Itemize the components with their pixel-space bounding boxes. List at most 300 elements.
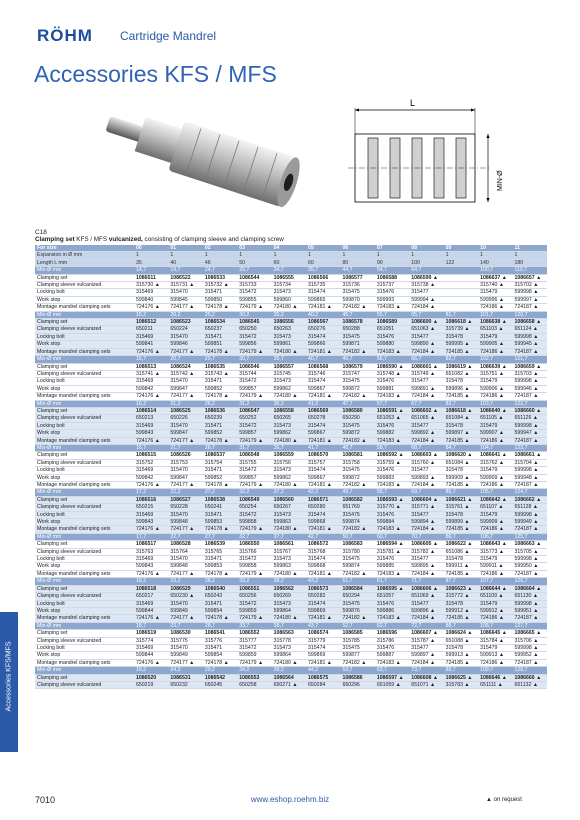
table-cell: 46,7 <box>340 356 374 363</box>
table-cell: 1086618 ▲ <box>444 407 478 414</box>
table-cell: 599911 ▲ <box>478 563 512 570</box>
table-cell: 09 <box>444 245 478 252</box>
table-cell: 724182 ▲ <box>340 348 374 355</box>
table-cell: 315735 <box>306 282 340 289</box>
table-cell: 315471 <box>203 644 237 651</box>
clamping-sleeve-row <box>35 637 547 644</box>
table-cell: 315473 <box>272 467 306 474</box>
table-cell: 599874 <box>340 519 374 526</box>
row-label: Clamping set <box>35 674 134 681</box>
min-diameter-row <box>35 622 547 629</box>
clamping-sleeve-row <box>35 681 547 688</box>
table-cell: 1086571 <box>306 496 340 503</box>
table-cell: 724180 ▲ <box>272 659 306 666</box>
table-cell: 724185 ▲ <box>444 615 478 622</box>
table-cell: 1086527 <box>168 496 202 503</box>
section-code: C18 <box>35 229 47 236</box>
table-cell: 315469 <box>134 422 168 429</box>
table-cell: 1086588 <box>375 274 409 281</box>
table-cell: 315477 <box>409 289 443 296</box>
montage-mandrel-row <box>35 570 547 577</box>
table-cell: 599998 ▲ <box>512 467 547 474</box>
row-label: Expansion in Ø mm <box>35 252 134 259</box>
row-label: Work stop <box>35 385 134 392</box>
table-cell: 599909 ▲ <box>444 474 478 481</box>
table-cell: 37,7 <box>272 533 306 540</box>
table-cell: 315781 ▲ <box>375 548 409 555</box>
row-label: Min-Ø mm <box>35 578 134 585</box>
table-cell: 315478 <box>444 422 478 429</box>
table-cell: 724177 ▲ <box>168 304 202 311</box>
table-cell: 33,2 <box>237 578 271 585</box>
row-label: Montage mandrel clamping sets <box>35 482 134 489</box>
table-cell: 1086574 <box>306 630 340 637</box>
locking-bolt-row <box>35 289 547 296</box>
table-cell: 1086525 <box>168 407 202 414</box>
table-cell: 40,7 <box>306 356 340 363</box>
table-cell: 650271 ▲ <box>272 681 306 688</box>
table-cell: 1086514 <box>134 407 168 414</box>
table-cell: 650230 ▲ <box>168 593 202 600</box>
table-cell: 1086646 ▲ <box>478 674 512 681</box>
table-cell: 650232 <box>168 681 202 688</box>
table-cell: 65,7 <box>409 311 443 318</box>
table-cell: 48,7 <box>340 444 374 451</box>
table-cell: 651126 ▲ <box>512 415 547 422</box>
table-cell: 651084 ▲ <box>444 415 478 422</box>
row-label: Locking bolt <box>35 333 134 340</box>
table-cell: 599880 <box>375 341 409 348</box>
table-cell: 1086586 <box>340 674 374 681</box>
table-cell: 66,7 <box>409 356 443 363</box>
table-cell: 126,7 <box>512 578 547 585</box>
table-cell: 1086596 <box>375 630 409 637</box>
table-cell: 599863 <box>272 563 306 570</box>
table-cell: 724185 ▲ <box>444 570 478 577</box>
table-cell: 1 <box>272 252 306 259</box>
row-label: Work stop <box>35 607 134 614</box>
table-cell: 599899 ▲ <box>444 519 478 526</box>
clamping-set-row <box>35 363 547 370</box>
table-cell: 724186 ▲ <box>478 526 512 533</box>
table-cell: 724184 ▲ <box>409 482 443 489</box>
table-cell: 315472 <box>237 289 271 296</box>
clamping-sleeve-row <box>35 415 547 422</box>
table-cell: 1086589 <box>375 319 409 326</box>
row-label: Min-Ø mm <box>35 622 134 629</box>
table-cell: 315472 <box>237 378 271 385</box>
row-label: Montage mandrel clamping sets <box>35 437 134 444</box>
table-cell: 34,2 <box>237 667 271 674</box>
table-cell: 599896 ▲ <box>409 607 443 614</box>
table-cell: 315471 <box>203 333 237 340</box>
row-label: Clamping set <box>35 585 134 592</box>
sidebar-tab <box>0 612 18 752</box>
table-cell: 1086641 ▲ <box>478 452 512 459</box>
table-cell: 315475 <box>340 422 374 429</box>
work-stop-row <box>35 385 547 392</box>
table-cell: 315746 <box>306 370 340 377</box>
shop-link[interactable]: www.eshop.roehm.biz <box>250 795 330 804</box>
table-cell: 18,2 <box>134 578 168 585</box>
table-cell: 315476 <box>375 289 409 296</box>
table-cell: 724180 ▲ <box>272 393 306 400</box>
table-cell: 724184 ▲ <box>409 570 443 577</box>
table-cell: 651069 ▲ <box>409 593 443 600</box>
montage-mandrel-row <box>35 348 547 355</box>
table-cell <box>444 289 478 296</box>
row-label: Min-Ø mm <box>35 356 134 363</box>
table-cell: 724181 ▲ <box>306 570 340 577</box>
montage-mandrel-row <box>35 304 547 311</box>
table-cell: 599897 ▲ <box>444 430 478 437</box>
table-cell: 599998 ▲ <box>512 422 547 429</box>
table-cell: 26,2 <box>203 400 237 407</box>
table-cell: 315787 ▲ <box>409 637 443 644</box>
table-cell: 315747 <box>340 370 374 377</box>
table-cell: 315778 <box>272 637 306 644</box>
table-cell: 1 <box>444 252 478 259</box>
table-cell: 724180 ▲ <box>272 348 306 355</box>
table-cell: 599868 <box>306 519 340 526</box>
table-cell: 599913 ▲ <box>444 652 478 659</box>
table-cell: 1086657 ▲ <box>512 274 547 281</box>
row-label: Locking bolt <box>35 511 134 518</box>
table-cell: 724181 ▲ <box>306 437 340 444</box>
table-cell: 28,7 <box>203 622 237 629</box>
table-cell: 1086591 ▲ <box>375 407 409 414</box>
table-cell: 70,7 <box>409 533 443 540</box>
table-cell: 1086595 ▲ <box>375 585 409 592</box>
table-cell: 724183 ▲ <box>375 615 409 622</box>
table-cell: 86,7 <box>444 533 478 540</box>
table-cell: 724179 ▲ <box>237 526 271 533</box>
table-cell: 599867 <box>306 474 340 481</box>
table-cell: 315766 <box>237 548 271 555</box>
clamping-sleeve-row <box>35 370 547 377</box>
table-cell: 315786 <box>375 637 409 644</box>
table-cell: 315479 <box>478 289 512 296</box>
table-cell: 650245 <box>203 681 237 688</box>
table-cell: 1086563 <box>272 630 306 637</box>
table-cell: 1086517 <box>134 541 168 548</box>
table-cell: 04 <box>272 245 306 252</box>
table-cell <box>444 304 478 311</box>
table-cell: 1 <box>340 252 374 259</box>
table-cell: 315775 <box>168 637 202 644</box>
table-cell: 724182 ▲ <box>340 437 374 444</box>
table-cell: 724176 ▲ <box>134 526 168 533</box>
table-cell: 651128 ▲ <box>512 504 547 511</box>
table-cell: 1086547 <box>237 407 271 414</box>
table-cell: 315476 <box>375 556 409 563</box>
table-cell: 69,7 <box>409 489 443 496</box>
table-cell: 315471 <box>203 600 237 607</box>
table-cell: 315476 <box>375 600 409 607</box>
table-cell: 315478 <box>444 600 478 607</box>
table-cell: 724184 ▲ <box>409 393 443 400</box>
table-cell: 599997 ▲ <box>512 296 547 303</box>
table-cell: 1086541 <box>203 630 237 637</box>
table-cell: 315477 <box>409 333 443 340</box>
table-cell: 100,7 <box>478 267 512 274</box>
table-cell: 315744 <box>237 370 271 377</box>
table-cell: 140 <box>478 259 512 266</box>
on-request-note: ▲ on request <box>486 797 522 803</box>
table-cell: 724183 ▲ <box>375 482 409 489</box>
table-cell: 599857 <box>237 430 271 437</box>
table-cell: 24,2 <box>168 667 202 674</box>
table-cell: 724181 ▲ <box>306 615 340 622</box>
montage-mandrel-row <box>35 526 547 533</box>
clamping-sleeve-row <box>35 593 547 600</box>
table-cell: 315731 ▲ <box>168 282 202 289</box>
table-cell: 599912 ▲ <box>444 607 478 614</box>
row-label: Locking bolt <box>35 422 134 429</box>
table-cell: 724184 ▲ <box>409 615 443 622</box>
table-cell: 599854 <box>203 652 237 659</box>
table-cell: 651086 ▲ <box>444 548 478 555</box>
table-cell: 315753 <box>168 459 202 466</box>
table-cell: 724182 ▲ <box>340 482 374 489</box>
table-cell: 315479 <box>478 333 512 340</box>
table-cell: 599843 <box>134 519 168 526</box>
table-cell: 599852 <box>203 430 237 437</box>
table-cell: 315757 <box>306 459 340 466</box>
table-cell: 724183 ▲ <box>375 393 409 400</box>
table-cell: 599998 ▲ <box>512 644 547 651</box>
table-cell: 599909 ▲ <box>478 519 512 526</box>
table-cell: 33,7 <box>237 622 271 629</box>
table-cell: 724178 ▲ <box>203 570 237 577</box>
table-cell: 315764 <box>168 548 202 555</box>
table-cell: 1086562 <box>272 585 306 592</box>
table-cell: 315470 <box>168 333 202 340</box>
table-cell: 599872 <box>340 385 374 392</box>
table-cell: 599845 <box>168 296 202 303</box>
table-cell: 1086662 ▲ <box>512 496 547 503</box>
table-cell: 57,7 <box>375 400 409 407</box>
table-cell: 1086513 <box>134 363 168 370</box>
table-cell: 315469 <box>134 511 168 518</box>
table-cell: 59,7 <box>375 489 409 496</box>
table-cell: 724183 ▲ <box>375 526 409 533</box>
row-label: Clamping sleeve vulcanized <box>35 548 134 555</box>
table-cell: 599947 ▲ <box>512 430 547 437</box>
table-cell: 724182 ▲ <box>340 615 374 622</box>
table-cell: 25,7 <box>203 356 237 363</box>
length-label: L <box>410 98 416 108</box>
table-cell: 00 <box>134 245 168 252</box>
table-cell: 1 <box>478 252 512 259</box>
table-cell: 1 <box>134 252 168 259</box>
table-cell: 599869 <box>306 652 340 659</box>
clamping-set-row <box>35 452 547 459</box>
clamping-set-row <box>35 496 547 503</box>
table-cell: 724187 ▲ <box>512 526 547 533</box>
table-cell: 1086624 ▲ <box>444 630 478 637</box>
table-cell: 1086660 ▲ <box>512 407 547 414</box>
table-cell: 724183 ▲ <box>375 304 409 311</box>
table-cell: 72,7 <box>409 622 443 629</box>
montage-mandrel-row <box>35 482 547 489</box>
table-cell: 62,7 <box>375 622 409 629</box>
locking-bolt-row <box>35 556 547 563</box>
table-cell: 1086569 <box>306 407 340 414</box>
table-cell: 315770 ▲ <box>375 504 409 511</box>
table-cell: 315470 <box>168 556 202 563</box>
table-cell: 17,2 <box>134 489 168 496</box>
table-cell: 1086658 ▲ <box>512 319 547 326</box>
table-cell: 1086622 ▲ <box>444 541 478 548</box>
table-cell: 599885 <box>375 563 409 570</box>
table-cell: 1086625 ▲ <box>444 674 478 681</box>
table-cell: 1086578 <box>340 319 374 326</box>
table-cell: 1086592 ▲ <box>375 452 409 459</box>
row-label: Work stop <box>35 474 134 481</box>
table-cell: 650215 <box>134 504 168 511</box>
table-cell: 1086560 <box>272 496 306 503</box>
table-cell: 724178 ▲ <box>203 615 237 622</box>
table-cell: 315754 <box>203 459 237 466</box>
table-cell: 315478 <box>444 556 478 563</box>
table-cell: 315473 <box>272 600 306 607</box>
row-label: Clamping sleeve vulcanized <box>35 326 134 333</box>
table-cell: 651769 <box>340 504 374 511</box>
table-cell: 724179 ▲ <box>237 348 271 355</box>
table-cell: 724180 ▲ <box>272 526 306 533</box>
table-cell: 180 <box>512 259 547 266</box>
table-cell: 1086515 <box>134 452 168 459</box>
table-cell: 724185 ▲ <box>444 348 478 355</box>
table-cell: 315469 <box>134 467 168 474</box>
table-cell: 599847 <box>168 474 202 481</box>
work-stop-row <box>35 519 547 526</box>
table-cell: 315479 <box>478 511 512 518</box>
table-cell: 650284 <box>306 681 340 688</box>
table-cell: 599895 ▲ <box>409 563 443 570</box>
work-stop-row <box>35 474 547 481</box>
table-cell: 724178 ▲ <box>203 482 237 489</box>
row-label: Clamping set <box>35 452 134 459</box>
table-cell: 35,7 <box>272 356 306 363</box>
table-cell: 650256 <box>237 593 271 600</box>
table-cell: 599950 ▲ <box>512 563 547 570</box>
table-cell: 315471 <box>203 556 237 563</box>
table-cell: 724179 ▲ <box>237 482 271 489</box>
table-cell: 724180 ▲ <box>272 615 306 622</box>
table-cell: 315736 <box>340 282 374 289</box>
row-label: Clamping set <box>35 630 134 637</box>
table-cell: 1086599 ▲ <box>409 274 443 281</box>
table-cell: 315475 <box>340 556 374 563</box>
table-cell: 724185 ▲ <box>444 437 478 444</box>
table-cell: 650263 <box>272 326 306 333</box>
table-cell: 650258 <box>237 681 271 688</box>
table-cell: 60 <box>272 259 306 266</box>
table-cell: 315479 <box>478 556 512 563</box>
table-cell: 1086519 <box>134 630 168 637</box>
table-cell: 599858 <box>237 519 271 526</box>
table-cell: 599856 <box>237 341 271 348</box>
table-cell: 599851 <box>203 341 237 348</box>
clamping-set-row <box>35 541 547 548</box>
table-cell: 315730 ▲ <box>134 282 168 289</box>
table-cell: 650250 <box>237 326 271 333</box>
table-cell: 1086572 <box>306 541 340 548</box>
table-cell: 724187 ▲ <box>512 659 547 666</box>
table-cell: 71,7 <box>409 578 443 585</box>
diameter-label: MIN-Ø <box>497 170 504 191</box>
table-cell: 599998 ▲ <box>512 511 547 518</box>
table-cell: 315477 <box>409 556 443 563</box>
table-cell: 650224 <box>168 326 202 333</box>
table-cell: 40 <box>168 259 202 266</box>
table-cell: 599998 ▲ <box>512 556 547 563</box>
table-cell: 724178 ▲ <box>203 526 237 533</box>
min-diameter-row <box>35 667 547 674</box>
table-cell: 121,7 <box>512 356 547 363</box>
table-cell: 1086558 <box>272 407 306 414</box>
table-cell: 599876 <box>340 607 374 614</box>
table-cell: 315470 <box>168 289 202 296</box>
table-cell: 1086512 <box>134 319 168 326</box>
table-cell: 315479 <box>478 422 512 429</box>
table-cell: 1086606 ▲ <box>409 585 443 592</box>
table-cell: 315706 ▲ <box>512 637 547 644</box>
table-cell: 315478 <box>444 644 478 651</box>
table-cell: 315473 <box>272 289 306 296</box>
table-cell: 1086550 <box>237 541 271 548</box>
table-cell: 1086623 ▲ <box>444 585 478 592</box>
table-cell: 315748 ▲ <box>375 370 409 377</box>
table-cell: 599892 ▲ <box>409 430 443 437</box>
table-cell: 599857 <box>237 474 271 481</box>
table-cell <box>444 274 478 281</box>
clamping-set-row <box>35 407 547 414</box>
row-label: For size <box>35 245 134 252</box>
table-cell: 724182 ▲ <box>340 659 374 666</box>
table-cell: 1086640 ▲ <box>478 407 512 414</box>
table-cell: 1086516 <box>134 496 168 503</box>
table-cell: 724177 ▲ <box>168 570 202 577</box>
table-cell: 315745 <box>272 370 306 377</box>
table-cell: 1086534 <box>203 319 237 326</box>
table-cell: 315475 <box>340 289 374 296</box>
table-cell: 123,7 <box>512 444 547 451</box>
table-cell: 315767 <box>272 548 306 555</box>
table-cell: 599862 <box>272 474 306 481</box>
table-cell: 315472 <box>237 511 271 518</box>
table-cell: 724181 ▲ <box>306 348 340 355</box>
table-cell: 108,7 <box>478 622 512 629</box>
table-cell: 599849 <box>168 607 202 614</box>
table-cell: 651130 ▲ <box>512 593 547 600</box>
table-cell <box>444 296 478 303</box>
table-cell: 315768 <box>306 548 340 555</box>
table-cell: 315475 <box>340 511 374 518</box>
montage-mandrel-row <box>35 659 547 666</box>
table-cell: 650276 <box>306 326 340 333</box>
table-cell: 38,2 <box>272 578 306 585</box>
table-cell: 724179 ▲ <box>237 570 271 577</box>
table-cell: 44,7 <box>340 267 374 274</box>
table-cell: 651111 ▲ <box>478 681 512 688</box>
table-cell: 599844 <box>134 652 168 659</box>
table-cell: 724177 ▲ <box>168 393 202 400</box>
table-cell: 315475 <box>340 644 374 651</box>
table-cell: 41,2 <box>306 400 340 407</box>
